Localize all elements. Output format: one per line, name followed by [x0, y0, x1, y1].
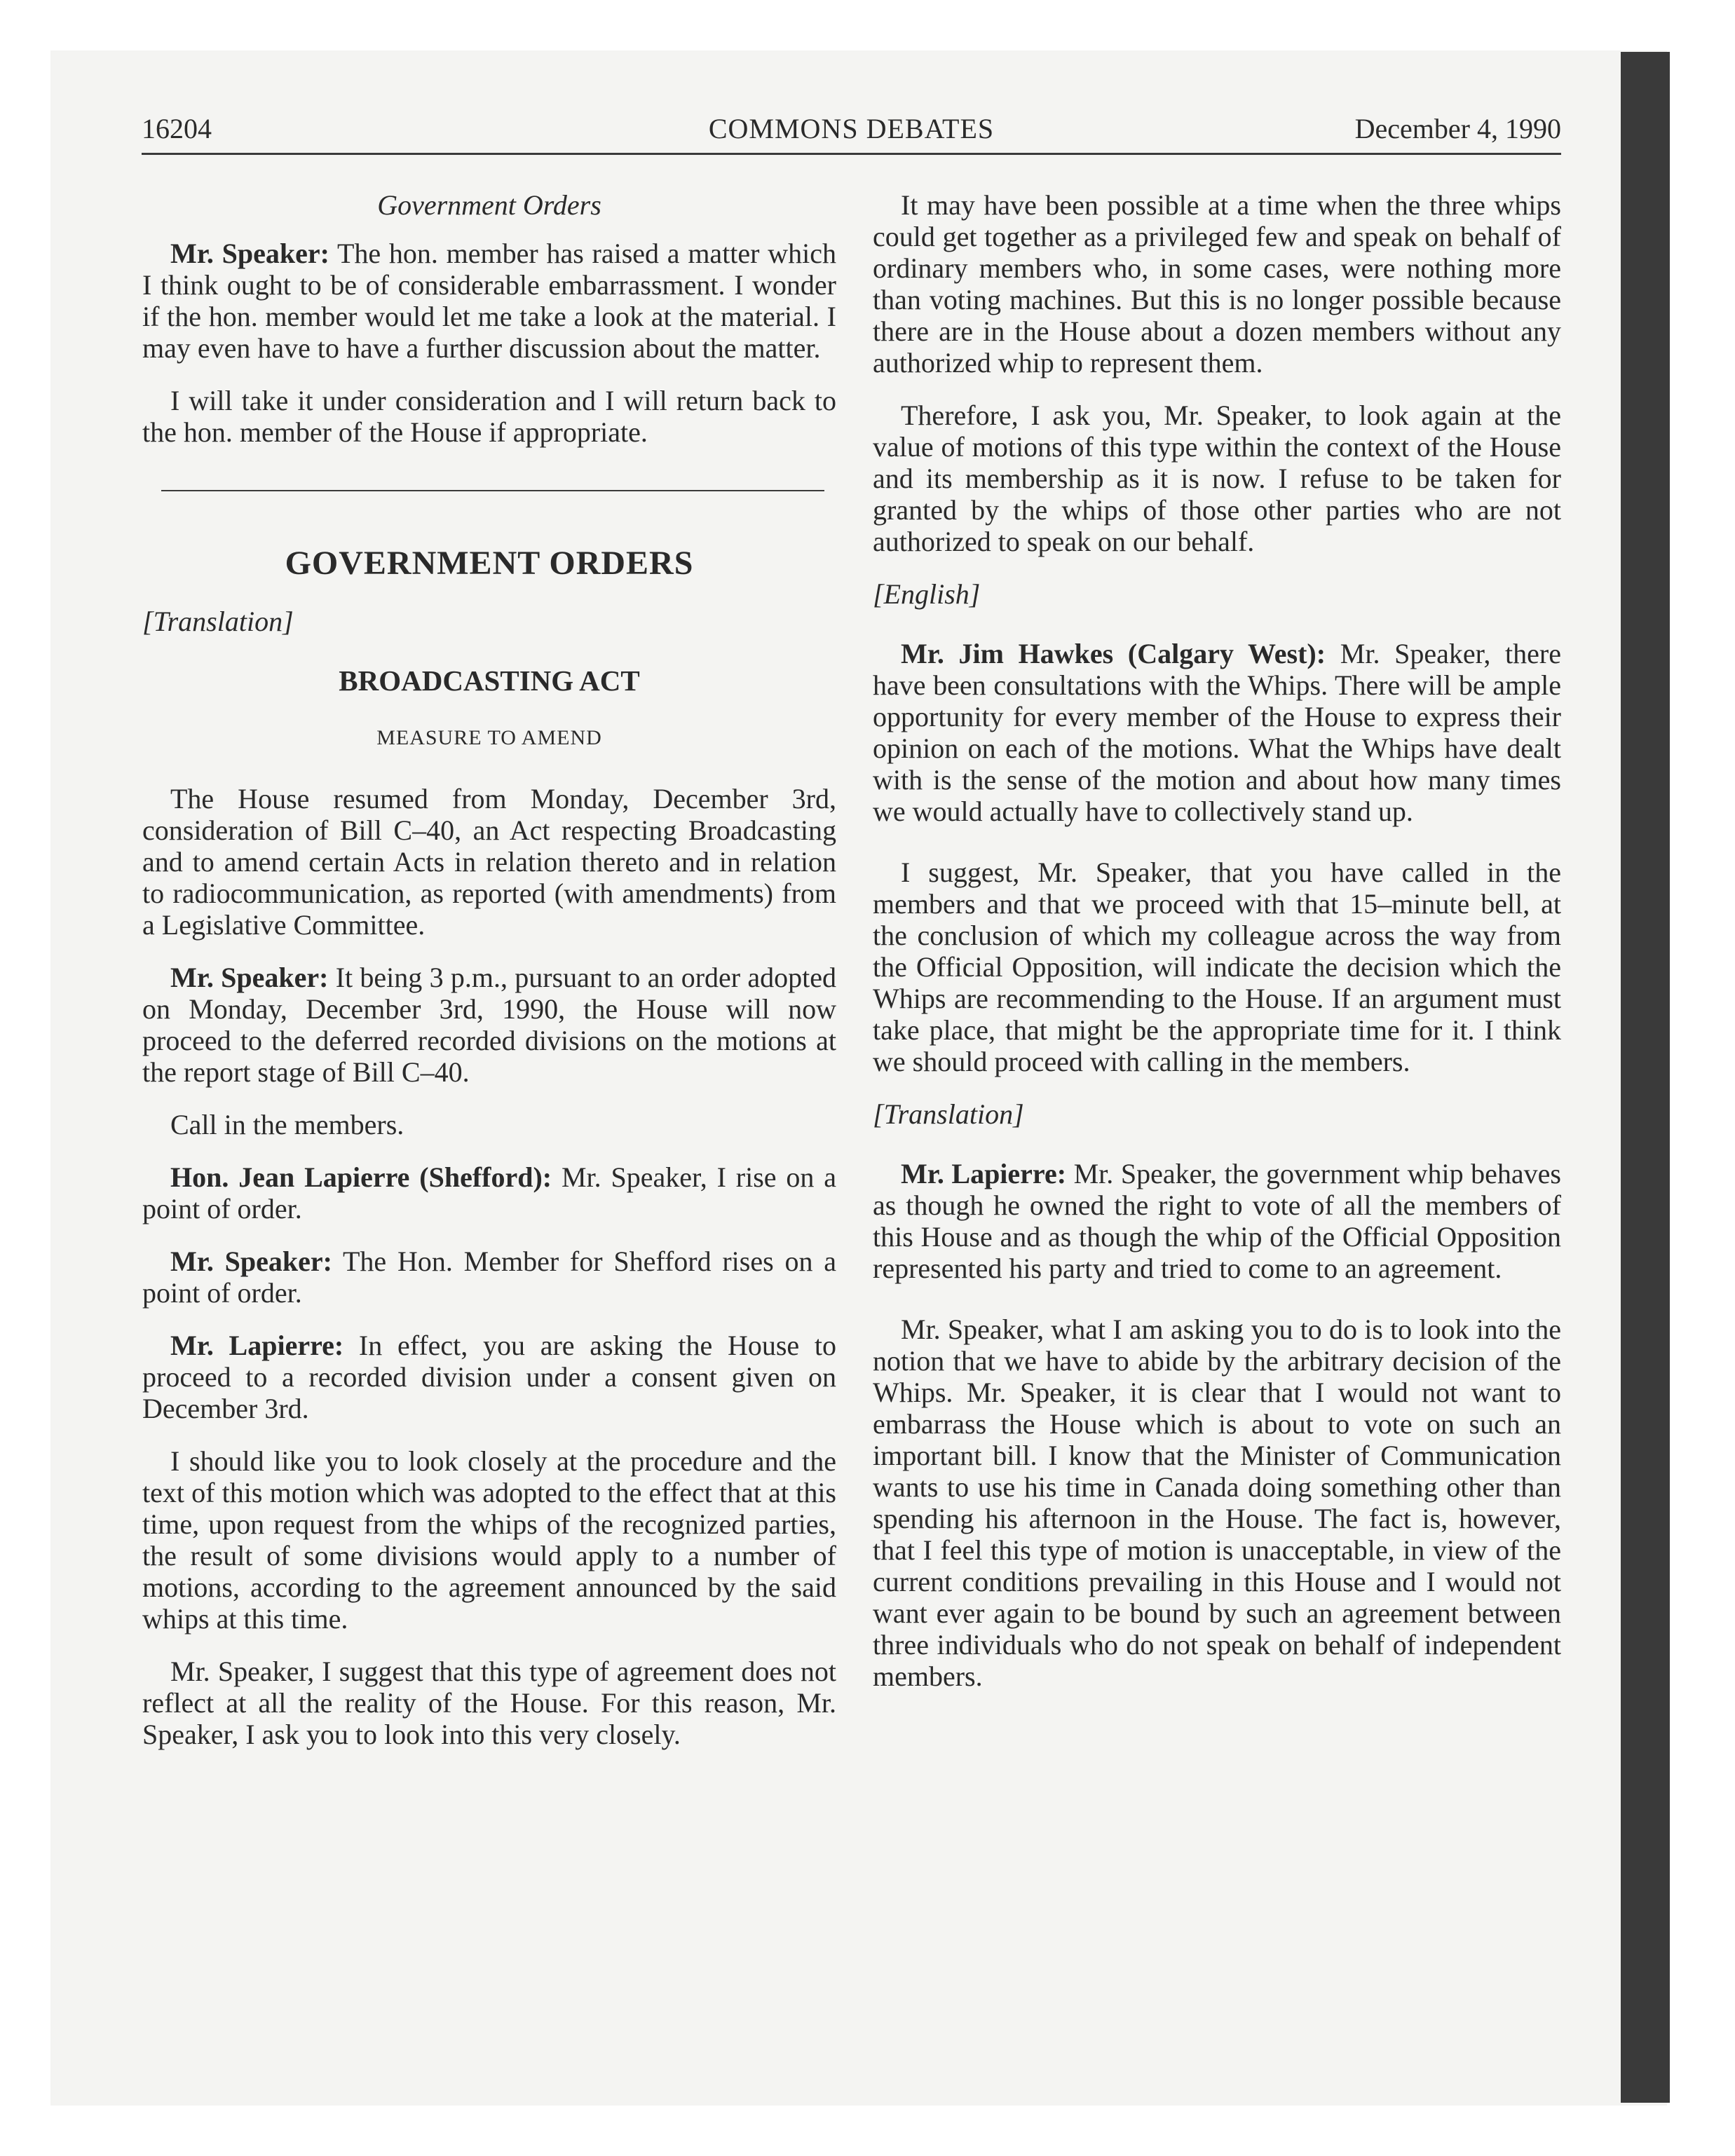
paragraph — [873, 1158, 1561, 1284]
speech-text: Mr. Speaker, I rise on a point of order. — [142, 1161, 837, 1224]
paragraph: Mr. Speaker, what I am asking you to do is to look into the notion that we have to abide by the arbitrary decision of the Whips. Mr. Speaker, it is clear that I would not want to embarrass the House which is about to vote on such an important bill. I know that the Minister of Communication wants to use his time in Canada doing something other than spending his afternoon in the House. The fact is, however, that I feel this type of motion is unacceptable, in view of the current conditions prevailing in this House and I would not want ever again to be bound by such an agreement between three individuals who do not speak on behalf of independent members. — [873, 1314, 1561, 1692]
speech-text: The hon. member has raised a matter which I think ought to be of considerable embarrassment. I wonder if the hon. member would let me take a look at the material. I may even have to have a further discussion about the matter. — [142, 238, 837, 364]
running-head: Government Orders — [377, 189, 601, 221]
speech-text: The Hon. Member for Shefford rises on a point of order. — [142, 1246, 836, 1309]
publication-date: December 4, 1990 — [1354, 113, 1561, 144]
speaker-name: Mr. Speaker: — [170, 1246, 332, 1277]
speech-text: Mr. Speaker, there have been consultations with the Whips. There will be ample opportunity for every member of the House to express their opinion on each of the motions. What the Whips have dealt with is the sense of the motion and about how many times we would actually have to collectively stand up. — [873, 638, 1561, 827]
bill-title: BROADCASTING ACT — [339, 664, 640, 697]
paragraph: The House resumed from Monday, December 3rd, consideration of Bill C–40, an Act respecting Broadcasting and to amend certain Acts in relation thereto and in relation to radiocommunication, as reported (with amendments) from a Legislative Committee. — [142, 783, 836, 941]
speech-text: Mr. Speaker, the government whip behaves as though he owned the right to vote of all the members of this House and as though the whip of the Official Opposition represented his party and tried to come to an agreement. — [873, 1158, 1561, 1284]
section-title: GOVERNMENT ORDERS — [285, 545, 694, 582]
paragraph: I should like you to look closely at the procedure and the text of this motion which was adopted to the effect that at this time, upon request from the whips of the recognized parties, the result of some divisions would apply to a number of motions, according to the agreement announced by the said whips at this time. — [142, 1445, 836, 1635]
left-column — [142, 189, 836, 1771]
page-header — [142, 112, 1561, 154]
language-tag: [English] — [873, 578, 981, 610]
paragraph — [142, 1330, 836, 1424]
paragraph: I will take it under consideration and I will return back to the hon. member of the House if appropriate. — [142, 385, 836, 448]
speech-text: It being 3 p.m., pursuant to an order adopted on Monday, December 3rd, 1990, the House will now proceed to the deferred recorded divisions on the motions at the report stage of Bill C–40. — [142, 962, 836, 1088]
paragraph: Therefore, I ask you, Mr. Speaker, to look again at the value of motions of this type within the context of the House and its membership as it is now. I refuse to be taken for granted by the whips of those other parties who are not authorized to speak on our behalf. — [873, 400, 1561, 557]
speaker-name: Mr. Speaker: — [170, 238, 329, 269]
scan-edge-shadow — [1621, 52, 1670, 2103]
page-number: 16204 — [142, 113, 212, 144]
paragraph: Mr. Speaker, I suggest that this type of agreement does not reflect at all the reality of the House. For this reason, Mr. Speaker, I ask you to look into this very closely. — [142, 1656, 836, 1750]
right-column — [873, 189, 1561, 1713]
speaker-name: Mr. Jim Hawkes (Calgary West): — [901, 638, 1326, 669]
paragraph — [142, 238, 836, 364]
section-divider — [161, 490, 824, 491]
speaker-name: Hon. Jean Lapierre (Shefford): — [170, 1161, 552, 1193]
paragraph: Call in the members. — [170, 1109, 404, 1140]
speaker-name: Mr. Lapierre: — [170, 1330, 344, 1361]
paragraph: It may have been possible at a time when the three whips could get together as a privileged few and speak on behalf of ordinary members who, in some cases, were nothing more than voting machines. But this is no longer possible because there are in the House about a dozen members without any authorized whip to represent them. — [873, 189, 1561, 378]
language-tag: [Translation] — [142, 606, 294, 637]
speaker-name: Mr. Speaker: — [170, 962, 329, 993]
bill-subtitle: MEASURE TO AMEND — [376, 726, 602, 749]
paragraph — [873, 638, 1561, 827]
paragraph — [142, 1161, 836, 1224]
speech-text: In effect, you are asking the House to proceed to a recorded division under a consent given on December 3rd. — [142, 1330, 837, 1424]
language-tag: [Translation] — [873, 1098, 1024, 1130]
paragraph — [142, 1246, 836, 1309]
publication-title: COMMONS DEBATES — [708, 113, 995, 144]
paragraph — [142, 962, 836, 1088]
paragraph: I suggest, Mr. Speaker, that you have called in the members and that we proceed with that 15–minute bell, at the conclusion of which my colleague across the way from the Official Opposition, will indicate the decision which the Whips are recommending to the House. If an argument must take place, that might be the appropriate time for it. I think we should proceed with calling in the members. — [873, 857, 1561, 1077]
speaker-name: Mr. Lapierre: — [901, 1158, 1067, 1189]
header-rule — [142, 153, 1561, 155]
